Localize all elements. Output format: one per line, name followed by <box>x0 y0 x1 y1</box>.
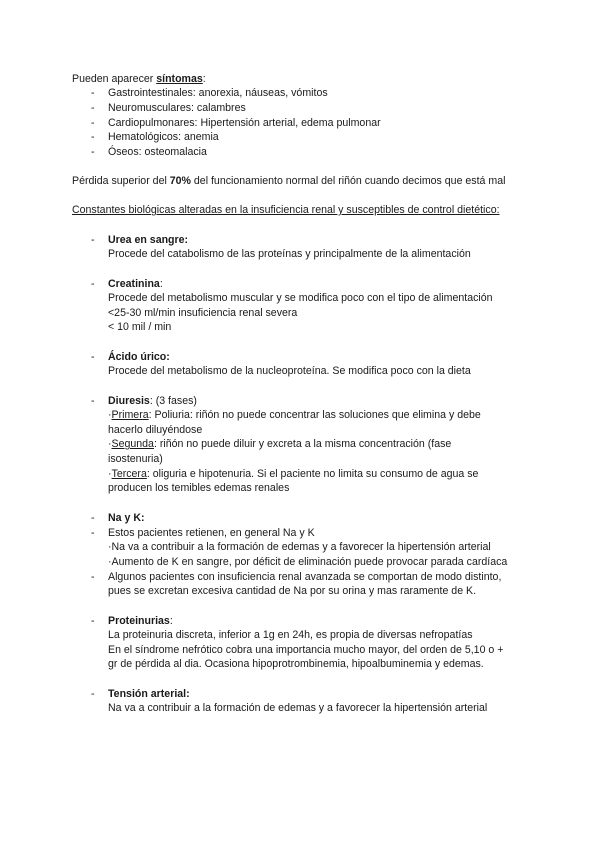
na-k-item-2: Algunos pacientes con insuficiencia renal avanzada se comportan de modo distinto, <box>108 571 502 583</box>
diuresis-phases: : (3 fases) <box>149 395 197 407</box>
intro-prefix: Pueden aparecer <box>72 73 157 85</box>
proteinurias-colon: : <box>169 615 173 627</box>
dot-marker: · <box>108 409 112 421</box>
creatinina-text-1: Procede del metabolismo muscular y se modifica poco con el tipo de alimentación <box>108 292 493 304</box>
diuresis-title-line <box>108 394 197 409</box>
bullet-dash: - <box>91 146 95 158</box>
proteinurias-text-1: La proteinuria discreta, inferior a 1g en 24h, es propia de diversas nefropatías <box>108 629 473 641</box>
diuresis-primera <box>108 408 481 423</box>
bullet-dash: - <box>91 102 95 114</box>
dot-marker: · <box>108 468 112 480</box>
na-k-item-2-cont: pues se excretan excesiva cantidad de Na por su orina y mas raramente de K. <box>108 585 477 597</box>
symptom-item: Cardiopulmonares: Hipertensión arterial, edema pulmonar <box>108 117 381 129</box>
acido-urico-text: Procede del metabolismo de la nucleoproteína. Se modifica poco con la dieta <box>108 365 471 377</box>
bullet-dash: - <box>91 117 95 129</box>
constants-heading: Constantes biológicas alteradas en la insuficiencia renal y susceptibles de control dietético: <box>72 204 500 216</box>
diuresis-title: Diuresis <box>108 395 150 407</box>
urea-title: Urea en sangre: <box>108 234 189 246</box>
na-k-item-1: Estos pacientes retienen, en general Na y K <box>108 527 315 539</box>
urea-text: Procede del catabolismo de las proteínas y principalmente de la alimentación <box>108 248 471 260</box>
proteinurias-text-3: gr de pérdida al dia. Ocasiona hipoprotrombinemia, hipoalbuminemia y edemas. <box>108 658 484 670</box>
segunda-text: : riñón no puede diluir y excreta a la misma concentración (fase <box>153 438 452 450</box>
tension-title: Tensión arterial: <box>108 688 190 700</box>
segunda-label: Segunda <box>111 438 154 450</box>
intro-suffix: : <box>202 73 206 85</box>
diuresis-segunda <box>108 437 451 452</box>
bullet-dash: - <box>91 234 95 246</box>
loss-before: Pérdida superior del <box>72 175 170 187</box>
loss-after: del funcionamiento normal del riñón cuando decimos que está mal <box>190 175 506 187</box>
creatinina-title-line <box>108 277 163 292</box>
intro-keyword: síntomas <box>156 73 203 85</box>
diuresis-segunda-cont: isostenuria) <box>108 453 163 465</box>
bullet-dash: - <box>91 615 95 627</box>
diuresis-tercera <box>108 467 478 482</box>
bullet-dash: - <box>91 395 95 407</box>
bullet-dash: - <box>91 131 95 143</box>
diuresis-primera-cont: hacerlo diluyéndose <box>108 424 203 436</box>
na-k-sub-2: ·Aumento de K en sangre, por déficit de eliminación puede provocar parada cardíaca <box>108 556 508 568</box>
dot-marker: · <box>108 438 112 450</box>
creatinina-colon: : <box>159 278 163 290</box>
proteinurias-title: Proteinurias <box>108 615 170 627</box>
creatinina-text-3: < 10 mil / min <box>108 321 172 333</box>
symptom-item: Neuromusculares: calambres <box>108 102 246 114</box>
creatinina-text-2: <25-30 ml/min insuficiencia renal severa <box>108 307 298 319</box>
proteinurias-text-2: En el síndrome nefrótico cobra una importancia mucho mayor, del orden de 5,10 o + <box>108 644 504 656</box>
primera-text: : Poliuria: riñón no puede concentrar las soluciones que elimina y debe <box>148 409 481 421</box>
diuresis-tercera-cont: producen los temibles edemas renales <box>108 482 290 494</box>
loss-percent: 70% <box>169 175 191 187</box>
symptom-item: Hematológicos: anemia <box>108 131 219 143</box>
bullet-dash: - <box>91 527 95 539</box>
creatinina-title: Creatinina <box>108 278 160 290</box>
acido-urico-title: Ácido úrico: <box>108 351 170 363</box>
loss-statement <box>72 174 505 189</box>
na-k-title: Na y K: <box>108 512 145 524</box>
bullet-dash: - <box>91 688 95 700</box>
bullet-dash: - <box>91 278 95 290</box>
symptoms-intro <box>72 72 206 87</box>
symptom-item: Óseos: osteomalacia <box>108 146 207 158</box>
tension-text: Na va a contribuir a la formación de edemas y a favorecer la hipertensión arterial <box>108 702 488 714</box>
symptom-item: Gastrointestinales: anorexia, náuseas, vómitos <box>108 87 328 99</box>
bullet-dash: - <box>91 571 95 583</box>
bullet-dash: - <box>91 512 95 524</box>
proteinurias-title-line <box>108 614 173 629</box>
bullet-dash: - <box>91 87 95 99</box>
bullet-dash: - <box>91 351 95 363</box>
tercera-text: : oliguria e hipotenuria. Si el paciente no limita su consumo de agua se <box>146 468 479 480</box>
na-k-sub-1: ·Na va a contribuir a la formación de edemas y a favorecer la hipertensión arterial <box>108 541 491 553</box>
primera-label: Primera <box>111 409 149 421</box>
tercera-label: Tercera <box>111 468 147 480</box>
